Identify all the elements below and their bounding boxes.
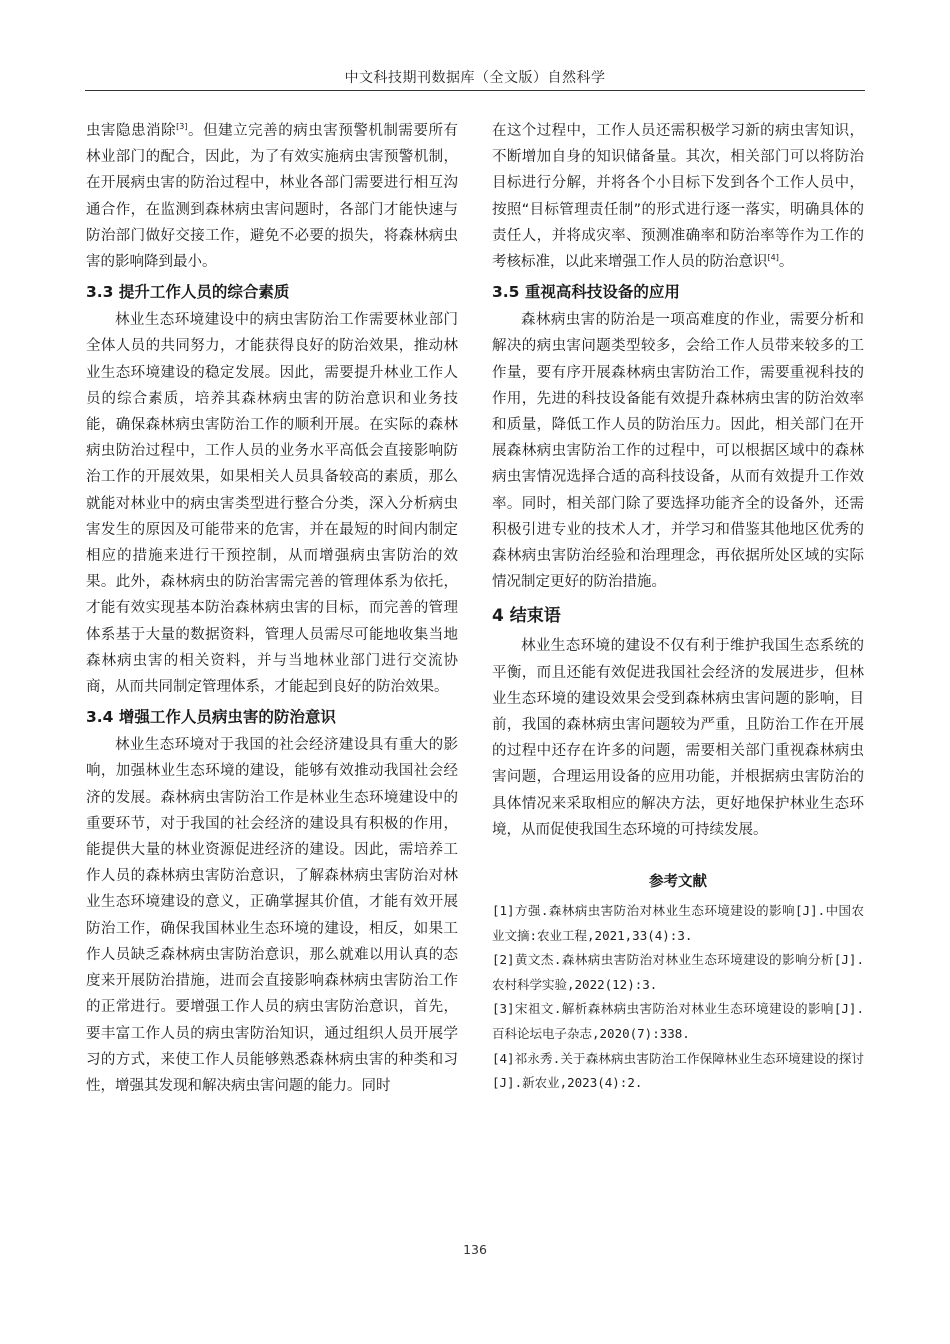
section-heading-3-3: 3.3 提升工作人员的综合素质 [86,283,290,302]
section-3-4-paragraph: 林业生态环境对于我国的社会经济建设具有重大的影响，加强林业生态环境的建设，能够有效推动我国社会经济的发展。森林病虫害防治工作是林业生态环境建设中的重要环节，对于我国的社会经济的建设具有积极的作用，能提供大量的林业资源促进经济的建设。因此，需培养工作人员的森林病虫害防治意识，了解森林病虫害防治对林业生态环境建设的意义，正确掌握其价值，才能有效开展防治工作，确保我国林业生态环境的建设，相反，如果工作人员缺乏森林病虫害防治意识，那么就难以用认真的态度来开展防治措施，进而会直接影响森林病虫害防治工作的正常进行。要增强工作人员的病虫害防治意识，首先，要丰富工作人员的病虫害防治知识，通过组织人员开展学习的方式，来使工作人员能够熟悉森林病虫害的种类和习性，增强其发现和解决病虫害问题的能力。同时 [86,737,458,1094]
left-column [86,118,458,1099]
citation-4: [4] [767,253,779,263]
header-divider [85,90,865,91]
conclusion-paragraph: 林业生态环境的建设不仅有利于维护我国生态系统的平衡，而且还能有效促进我国社会经济的发展进步，但林业生态环境的建设效果会受到森林病虫害问题的影响，目前，我国的森林病虫害问题较为严重，且防治工作在开展的过程中还存在许多的问题，需要相关部门重视森林病虫害问题，合理运用设备的应用功能，并根据病虫害防治的具体情况来采取相应的解决方法，更好地保护林业生态环境，从而促使我国生态环境的可持续发展。 [492,638,864,838]
section-heading-3-4: 3.4 增强工作人员病虫害的防治意识 [86,708,336,727]
references-title: 参考文献 [649,874,707,891]
reference-item: [1]方强.森林病虫害防治对林业生态环境建设的影响[J].中国农业文摘:农业工程,2021,33(4):3. [492,903,864,943]
journal-header: 中文科技期刊数据库（全文版）自然科学 [344,70,606,86]
intro-text-rest: 。但建立完善的病虫害预警机制需要所有林业部门的配合，因此，为了有效实施病虫害预警机制，在开展病虫害的防治过程中，林业各部门需要进行相互沟通合作，在监测到森林病虫害问题时，各部门才能快速与防治部门做好交接工作，避免不必要的损失，将森林病虫害的影响降到最小。 [86,123,459,271]
section-heading-4: 4 结束语 [492,606,561,627]
section-heading-3-5: 3.5 重视高科技设备的应用 [492,283,680,302]
reference-item: [2]黄文杰.森林病虫害防治对林业生态环境建设的影响分析[J].农村科学实验,2022(12):3. [492,952,864,992]
section-3-3-paragraph: 林业生态环境建设中的病虫害防治工作需要林业部门全体人员的共同努力，才能获得良好的防治效果，推动林业生态环境建设的稳定发展。因此，需要提升林业工作人员的综合素质，培养其森林病虫害的防治意识和业务技能，确保森林病虫害防治工作的顺利开展。在实际的森林病虫防治过程中，工作人员的业务水平高低会直接影响防治工作的开展效果，如果相关人员具备较高的素质，那么就能对林业中的病虫害类型进行整合分类，深入分析病虫害发生的原因及可能带来的危害，并在最短的时间内制定相应的措施来进行干预控制，从而增强病虫害防治的效果。此外，森林病虫的防治害需完善的管理体系为依托，才能有效实现基本防治森林病虫害的目标，而完善的管理体系基于大量的数据资料，管理人员需尽可能地收集当地森林病虫害的相关资料，并与当地林业部门进行交流协商，从而共同制定管理体系，才能起到良好的防治效果。 [86,312,458,696]
intro-text: 虫害隐患消除 [86,123,177,139]
reference-item: [3]宋祖文.解析森林病虫害防治对林业生态环境建设的影响[J].百科论坛电子杂志,2020(7):338. [492,1001,864,1042]
page-number: 136 [463,1242,487,1257]
reference-item: [4]祁永秀.关于森林病虫害防治工作保障林业生态环境建设的探讨[J].新农业,2023(4):2. [492,1050,864,1091]
continued-text-end: 。 [778,254,794,271]
intro-paragraph [86,118,458,275]
citation-3: [3] [176,122,188,131]
right-column [492,118,864,1096]
continued-paragraph [492,118,864,275]
continued-text: 在这个过程中，工作人员还需积极学习新的病虫害知识，不断增加自身的知识储备量。其次，相关部门可以将防治目标进行分解，并将各个小目标下发到各个工作人员中，按照“目标管理责任制”的形式进行逐一落实，明确具体的责任人，并将成灾率、预测准确率和防治率等作为工作的考核标准，以此来增强工作人员的防治意识 [492,123,864,271]
section-3-5-paragraph: 森林病虫害的防治是一项高难度的作业，需要分析和解决的病虫害问题类型较多，会给工作人员带来较多的工作量，要有序开展森林病虫害防治工作，需要重视科技的作用，先进的科技设备能有效提升森林病虫害的防治效率和质量，降低工作人员的防治压力。因此，相关部门在开展森林病虫害防治工作的过程中，可以根据区域中的森林病虫害情况选择合适的高科技设备，从而有效提升工作效率。同时，相关部门除了要选择功能齐全的设备外，还需积极引进专业的技术人才，并学习和借鉴其他地区优秀的森林病虫害防治经验和治理理念，再依据所处区域的实际情况制定更好的防治措施。 [492,312,864,591]
